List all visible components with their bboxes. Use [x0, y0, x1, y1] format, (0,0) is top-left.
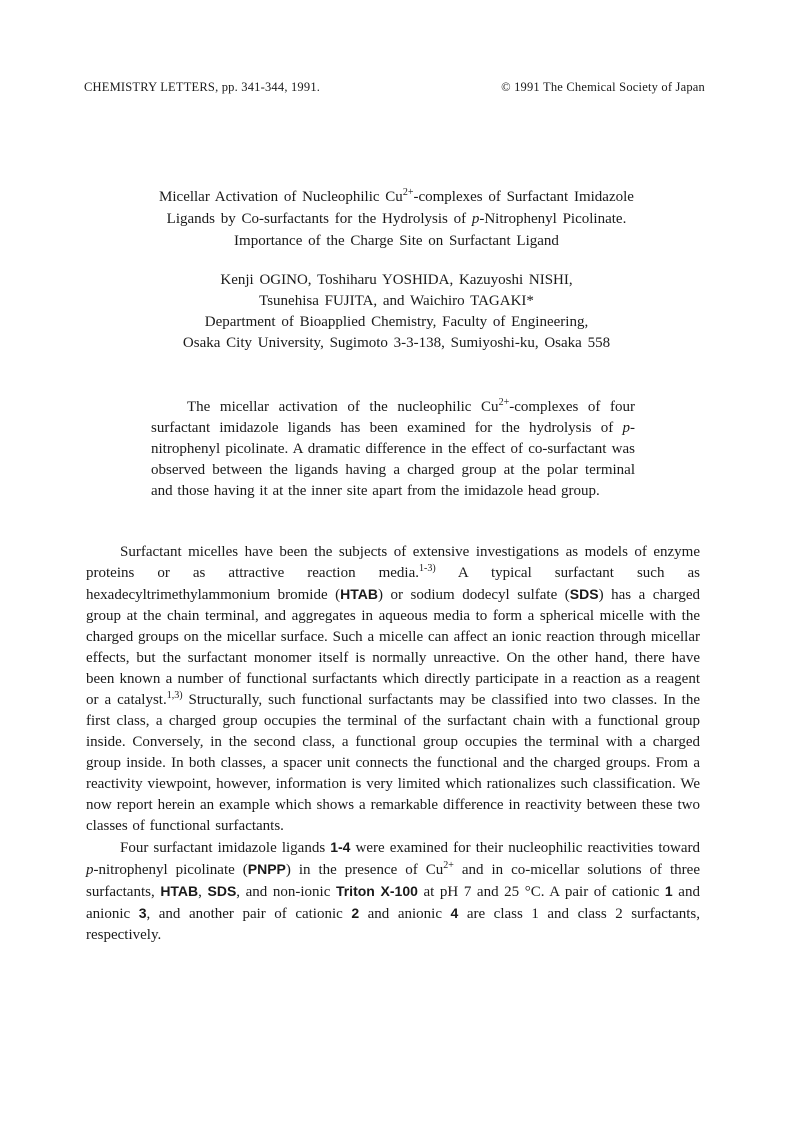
citation-ref: 1-3) [419, 563, 436, 574]
journal-citation: CHEMISTRY LETTERS, pp. 341-344, 1991. [84, 80, 321, 94]
author-block [90, 270, 703, 354]
affiliation-line-1: Department of Bioapplied Chemistry, Faculty of Engineering, [204, 314, 589, 330]
paragraph-2: Four surfactant imidazole ligands 1-4 were examined for their nucleophilic reactivities toward p-nitrophenyl picolinate (PNPP) in the presence of $Cu^{2+}$ and in co-micellar solutions of three surfactants, HTAB, SDS, and non-ionic Triton X-100 at pH 7 and 25 °C. A pair of cationic 1 and anionic 3, and another pair of cationic 2 and anionic 4 are class 1 and class 2 surfactants, respectively. [86, 839, 700, 943]
citation-ref: 1,3) [166, 690, 183, 701]
author-line-2: Tsunehisa FUJITA, and Waichiro TAGAKI* [259, 293, 534, 309]
abstract: The micellar activation of the nucleophilic $Cu^{2+}$-complexes of four surfactant imidazole ligands has been examined for the hydrolysis of p-nitrophenyl picolinate. A dramatic difference in the effect of co-surfactant was observed between the ligands having a charged group at the polar terminal and those having it at the inner site apart from the imidazole head group. [151, 397, 635, 499]
body-text [86, 542, 700, 946]
article-title [90, 186, 703, 252]
title-line-1: Micellar Activation of Nucleophilic $Cu^{2+}$-complexes of Surfactant Imidazole [159, 187, 634, 205]
running-header [84, 80, 705, 100]
copyright-notice: © 1991 The Chemical Society of Japan [501, 80, 705, 94]
paragraph-1: Surfactant micelles have been the subjects of extensive investigations as models of enzyme proteins or as attractive reaction media.$^{1-3)}$ A typical surfactant such as hexadecyltrimethylammonium bromide (HTAB) or sodium dodecyl sulfate (SDS) has a charged group at the chain terminal, and aggregates in aqueous media to form a spherical micelle with the charged groups on the micellar surface. Such a micelle can affect an ionic reaction through micellar effects, but the surfactant monomer itself is normally unreactive. On the other hand, there have been known a number of functional surfactants which directly participate in a reaction as a reagent or a catalyst.$^{1,3)}$ Structurally, such functional surfactants may be classified into two classes. In the first class, a charged group occupies the terminal of the surfactant chain with a functional group inside. Conversely, in the second class, a functional group occupies the terminal with a charged group inside. In both classes, a spacer unit connects the functional and the charged groups. From a reactivity viewpoint, however, information is very limited which rationalizes such classification. We now report herein an example which shows a remarkable difference in reactivity between these two classes of functional surfactants. [86, 544, 701, 834]
title-line-3: Importance of the Charge Site on Surfactant Ligand [234, 233, 559, 249]
affiliation-line-2: Osaka City University, Sugimoto 3-3-138, Sumiyoshi-ku, Osaka 558 [182, 335, 611, 351]
author-line-1: Kenji OGINO, Toshiharu YOSHIDA, Kazuyoshi NISHI, [220, 272, 573, 288]
title-line-2: Ligands by Co-surfactants for the Hydrolysis of p-Nitrophenyl Picolinate. [166, 211, 627, 227]
